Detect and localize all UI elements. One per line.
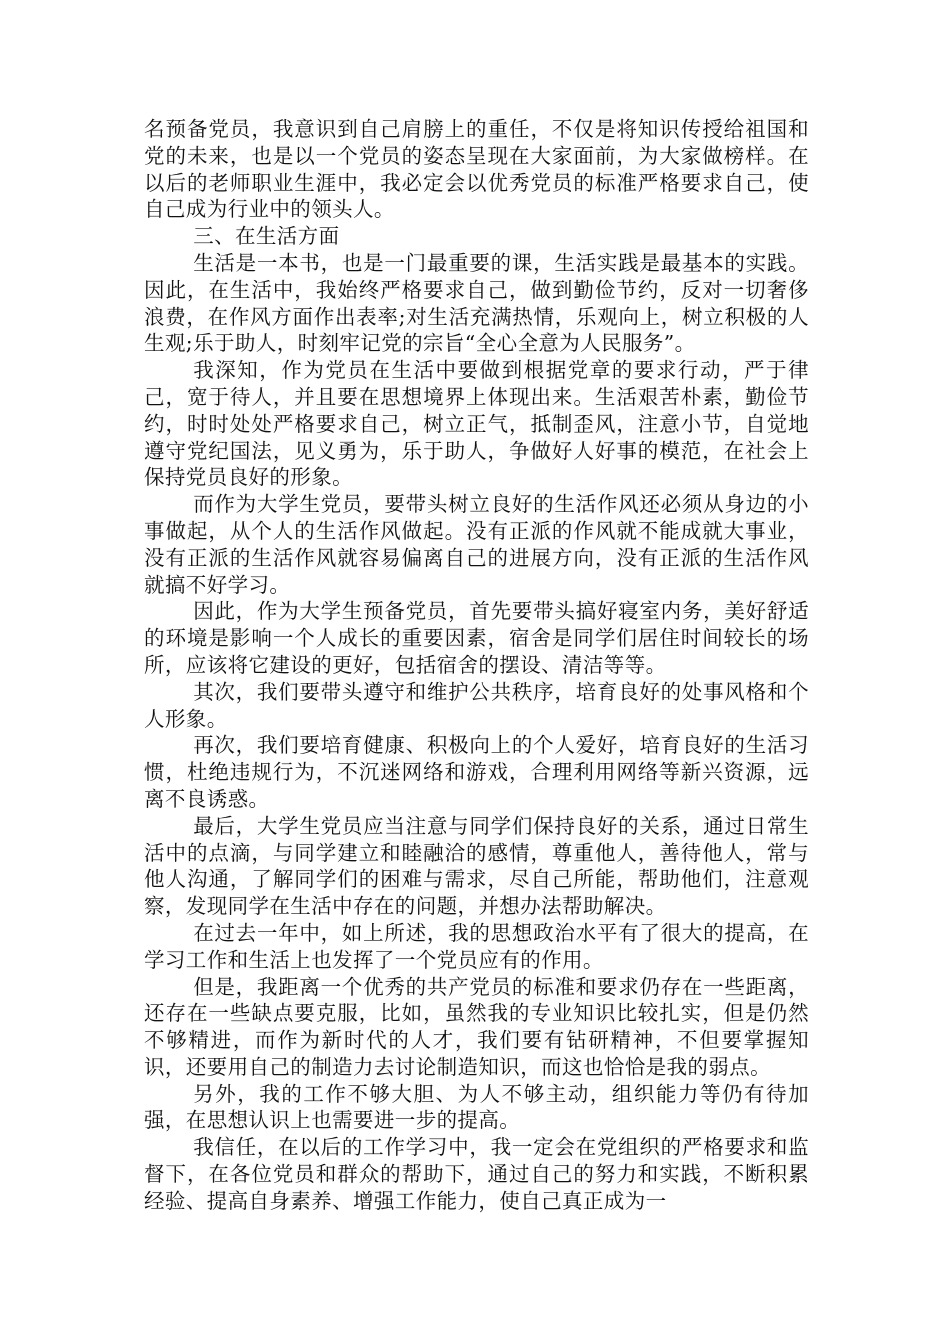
section-heading-life: 三、在生活方面 (193, 224, 340, 249)
paragraph: 其次，我们要带头遵守和维护公共秩序，培育良好的处事风格和个人形象。 (144, 679, 809, 731)
paragraph: 而作为大学生党员，要带头树立良好的生活作风还必须从身边的小事做起，从个人的生活作风做起。没有正派的作风就不能成就大事业，没有正派的生活作风就容易偏离自己的进展方向，没有正派的生活作风就搞不好学习。 (144, 492, 809, 597)
document-page (144, 116, 809, 1215)
paragraph: 我信任，在以后的工作学习中，我一定会在党组织的严格要求和监督下，在各位党员和群众的帮助下，通过自己的努力和实践，不断积累经验、提高自身素养、增强工作能力，使自己真正成为一 (144, 1135, 809, 1213)
paragraph: 但是，我距离一个优秀的共产党员的标准和要求仍存在一些距离，还存在一些缺点要克服，比如，虽然我的专业知识比较扎实，但是仍然不够精进，而作为新时代的人才，我们要有钻研精神，不但要掌握知识，还要用自己的制造力去讨论制造知识，而这也恰恰是我的弱点。 (144, 974, 809, 1079)
paragraph: 我深知，作为党员在生活中要做到根据党章的要求行动，严于律己，宽于待人，并且要在思想境界上体现出来。生活艰苦朴素，勤俭节约，时时处处严格要求自己，树立正气，抵制歪风，注意小节，自觉地遵守党纪国法，见义勇为，乐于助人，争做好人好事的模范，在社会上保持党员良好的形象。 (144, 358, 809, 490)
paragraph: 另外，我的工作不够大胆、为人不够主动，组织能力等仍有待加强，在思想认识上也需要进一步的提高。 (144, 1081, 809, 1133)
paragraph: 最后，大学生党员应当注意与同学们保持良好的关系，通过日常生活中的点滴，与同学建立和睦融洽的感情，尊重他人，善待他人，常与他人沟通，了解同学们的困难与需求，尽自己所能，帮助他们，注意观察，发现同学在生活中存在的问题，并想办法帮助解决。 (144, 813, 809, 919)
paragraph-continuation: 名预备党员，我意识到自己肩膀上的重任，不仅是将知识传授给祖国和党的未来，也是以一个党员的姿态呈现在大家面前，为大家做榜样。在以后的老师职业生涯中，我必定会以优秀党员的标准严格要求自己，使自己成为行业中的领头人。 (144, 117, 809, 222)
paragraph: 因此，作为大学生预备党员，首先要带头搞好寝室内务，美好舒适的环境是影响一个人成长的重要因素，宿舍是同学们居住时间较长的场所，应该将它建设的更好，包括宿舍的摆设、清洁等等。 (144, 599, 809, 677)
paragraph: 生活是一本书，也是一门最重要的课，生活实践是最基本的实践。因此，在生活中，我始终严格要求自己，做到勤俭节约，反对一切奢侈浪费，在作风方面作出表率;对生活充满热情，乐观向上，树立积极的人生观;乐于助人，时刻牢记党的宗旨“全心全意为人民服务”。 (144, 250, 809, 356)
paragraph: 再次，我们要培育健康、积极向上的个人爱好，培育良好的生活习惯，杜绝违规行为，不沉迷网络和游戏，合理利用网络等新兴资源，远离不良诱惑。 (144, 733, 809, 811)
paragraph: 在过去一年中，如上所述，我的思想政治水平有了很大的提高，在学习工作和生活上也发挥了一个党员应有的作用。 (144, 920, 809, 972)
